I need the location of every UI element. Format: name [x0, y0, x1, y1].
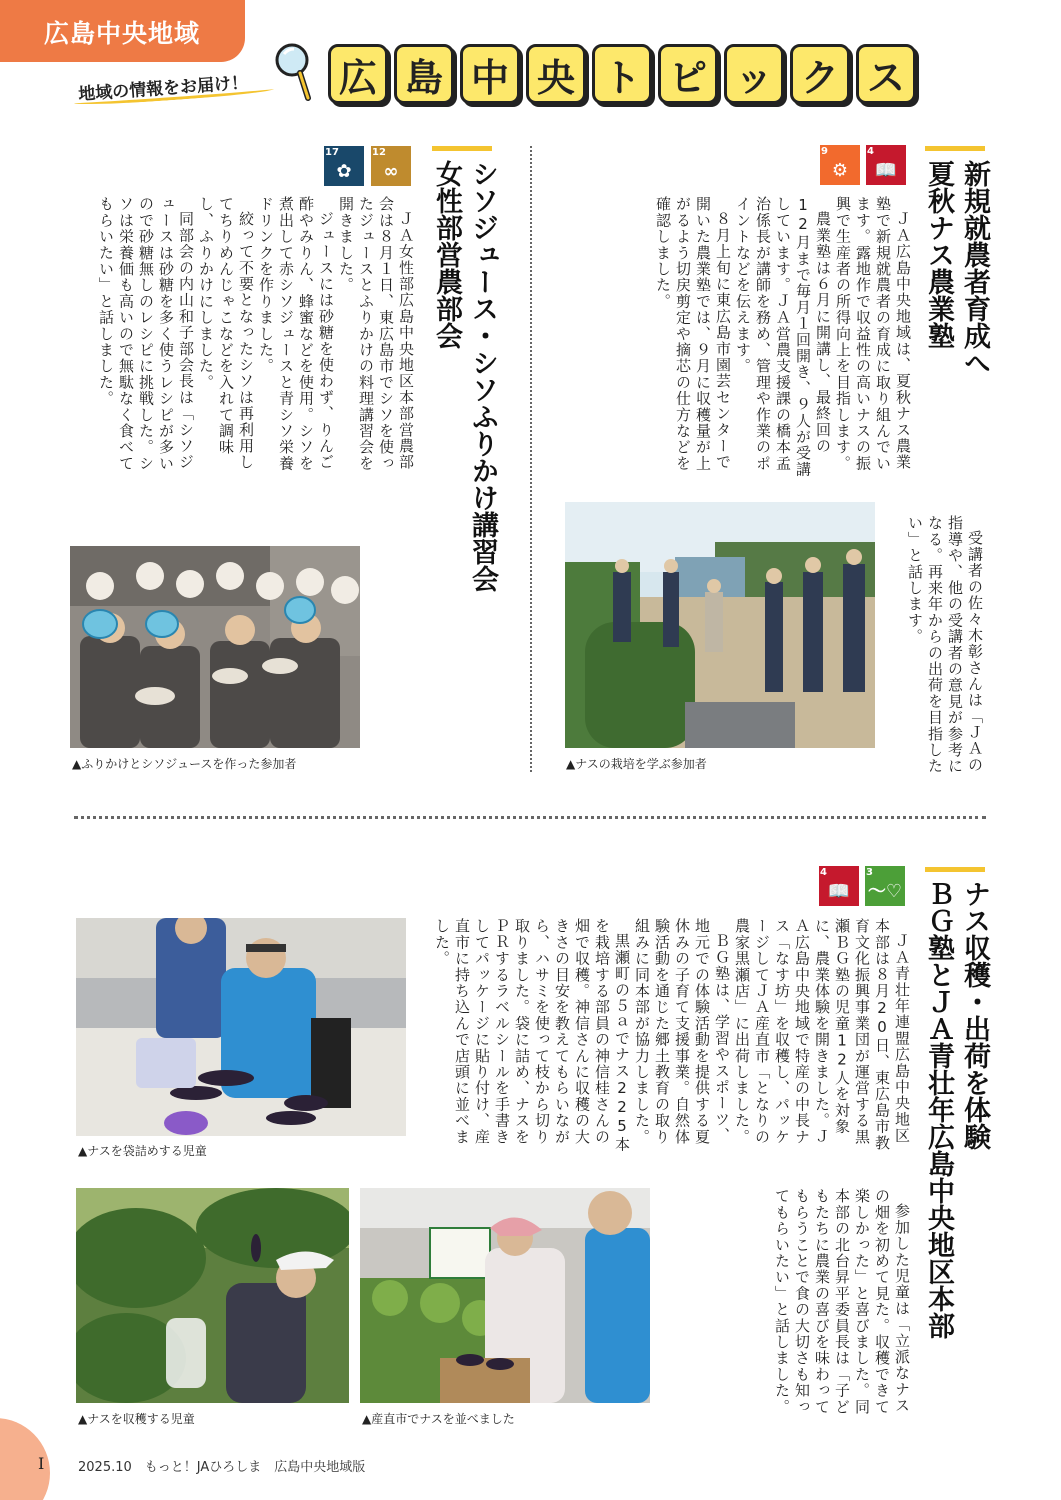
- article2-headline-sub: 女性部営農部会: [431, 160, 462, 349]
- article3-paragraph: 参加した児童は「立派なナスの畑を初めて見た。収穫できて楽しかった」と喜びました。同本部の北台昇平委員長は「子どもたちに農業の喜びを味わってもらうことで食の大切さも知ってもらいたい」と話しました。: [773, 1188, 911, 1415]
- tagline: 地域の情報をお届け！: [77, 73, 249, 105]
- headline-accent-bar: [925, 146, 985, 151]
- article2-paragraph: ジュースには砂糖を使わず、りんご酢やみりん、蜂蜜などを使用。シソを煮出して赤シソジュースと青シソ栄養ドリンクを作りました。: [257, 196, 335, 472]
- article1-headline-sub: 夏秋ナス農業塾: [923, 160, 954, 349]
- article1-paragraph: 受講者の佐々木彰さんは「ＪＡの指導や、他の受講者の意見が参考になる。再来年からの出荷を目指したい」と話します。: [906, 515, 984, 775]
- photo-nasu-cultivation: [565, 502, 875, 748]
- article2-headline-main: シソジュース・シソふりかけ講習会: [467, 160, 498, 592]
- title-char: ピ: [658, 44, 718, 104]
- article1-headline: [920, 160, 992, 490]
- footer-publication: 2025.10 もっと！JAひろしま 広島中央地域版: [78, 1460, 366, 1475]
- page-title: [328, 44, 916, 106]
- sdg-17-icon: 17 ✿: [324, 146, 364, 186]
- headline-accent-bar: [432, 146, 492, 151]
- article3-headline-main: ナス収穫・出荷を体験: [959, 880, 990, 1150]
- photo-caption: ▲産直市でナスを並べました: [362, 1412, 515, 1426]
- photo-caption: ▲ナスの栽培を学ぶ参加者: [566, 757, 707, 771]
- photo-harvesting-nasu: [76, 1188, 349, 1403]
- photo-bagging-nasu: [76, 918, 406, 1136]
- magnifier-icon: [270, 40, 318, 104]
- photo-cooking-class: [70, 546, 360, 748]
- article2-body-upper: [66, 196, 416, 481]
- article3-body-lower: [662, 1188, 912, 1418]
- sdg-4-icon: 4 📖: [866, 145, 906, 185]
- title-char: 央: [526, 44, 586, 104]
- column-divider: [530, 146, 532, 772]
- article1-body-lower: [880, 515, 985, 780]
- title-char: 広: [328, 44, 388, 104]
- article3-headline: [920, 880, 992, 1360]
- photo-caption: ▲ナスを収穫する児童: [78, 1412, 195, 1426]
- article3-body-upper: [414, 918, 912, 1158]
- article1-paragraph: 農業塾は６月に開講し、最終回の12月まで毎月１回開き、９人が受講しています。ＪＡ営農支援課の橋本孟治係長が講師を務め、管理や作業のポイントなどを伝えます。: [734, 196, 832, 478]
- article2-headline: [428, 160, 500, 610]
- title-char: 中: [460, 44, 520, 104]
- article2-paragraph: 絞って不要となったシソは再利用してちりめんじゃこなどを入れて調味し、ふりかけにしました。: [197, 196, 255, 471]
- title-char: ク: [790, 44, 850, 104]
- region-tab: [0, 0, 245, 62]
- article3-paragraph: ＪＡ青壮年連盟広島中央地区本部は８月20日、東広島市教育文化振興事業団が運営する黒瀬ＢＧ塾の児童12人を対象に、農業体験を開きました。ＪＡ広島中央地域で特産の中長ナス「なす坊」を収穫し、パッケージしてＪＡ産直市「となりの農家黒瀬店」に出荷しました。: [733, 918, 911, 1151]
- title-char: ス: [856, 44, 916, 104]
- sdg-4-icon: 4 📖: [819, 866, 859, 906]
- article1-headline-main: 新規就農者育成へ: [959, 160, 990, 376]
- headline-accent-bar: [925, 867, 985, 872]
- article3-paragraph: 黒瀬町の５ａでナス225本を栽培する部員の神信桂さんの畑で収穫。神信さんに収穫の大きさの目安を教えてもらいながら、ハサミを使って枝から切り取りました。袋に詰め、ナスをＰＲするラベルシールを手書きしてパッケージに貼り付け、産直市に持ち込んで店頭に並べました。: [433, 918, 631, 1153]
- region-label: 広島中央地域: [44, 19, 201, 48]
- article1-body-upper: [558, 196, 913, 480]
- article2-paragraph: ＪＡ女性部広島中央地区本部営農部会は８月１日、東広島市でシソを使ったジュースとふりかけの料理講習会を開きました。: [337, 196, 415, 472]
- sdg-9-icon: 9 ⚙: [820, 145, 860, 185]
- section-divider: [74, 816, 986, 819]
- article3-headline-sub: ＢＧ塾とＪＡ青壮年広島中央地区本部: [923, 880, 954, 1339]
- article1-paragraph: ＪＡ広島中央地域は、夏秋ナス農業塾で新規就農者の育成に取り組んでいます。露地作で収益性の高いナスの振興で生産者の所得向上を目指します。: [834, 196, 912, 472]
- article3-paragraph: ＢＧ塾は、学習やスポーツ、地元での体験活動を提供する夏休みの子育て支援事業。自然体験活動を通じた郷土教育の取り組みに同本部が協力しました。: [633, 918, 731, 1145]
- title-char: ッ: [724, 44, 784, 104]
- sdg-12-icon: 12 ∞: [371, 146, 411, 186]
- photo-caption: ▲ナスを袋詰めする児童: [78, 1144, 207, 1158]
- sdg-3-icon: 3 〜♡: [865, 866, 905, 906]
- title-char: ト: [592, 44, 652, 104]
- photo-caption: ▲ふりかけとシソジュースを作った参加者: [72, 757, 297, 771]
- article1-paragraph: ８月上旬に東広島市園芸センターで開いた農業塾では、９月に収穫量が上がるよう切戻剪定や摘芯の仕方などを確認しました。: [654, 196, 732, 472]
- page-number: I: [38, 1454, 45, 1473]
- title-char: 島: [394, 44, 454, 104]
- article2-paragraph: 同部会の内山和子部会長は「シソジュースは砂糖を多く使うレシピが多いので砂糖無しのレシピに挑戦した。シソは栄養価も高いので無駄なく食べてもらいたい」と話しました。: [97, 196, 195, 472]
- photo-market-display: [360, 1188, 650, 1403]
